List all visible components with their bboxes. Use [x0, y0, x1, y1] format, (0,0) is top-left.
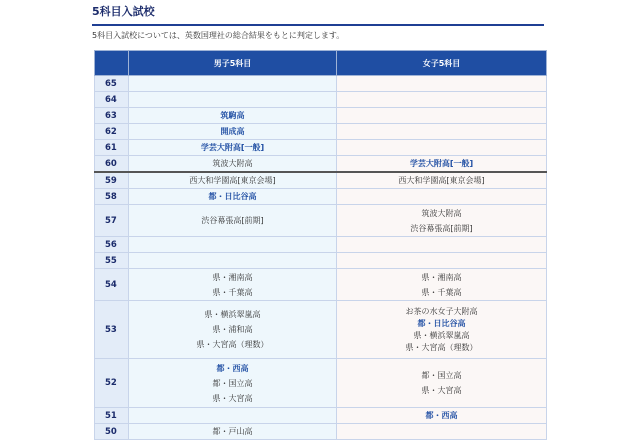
boys-school-cell [129, 76, 337, 92]
school-name: 県・千葉高 [421, 287, 462, 297]
table-header-row [95, 51, 547, 76]
school-link[interactable]: 都・西高 [425, 411, 458, 420]
girls-school-cell [337, 359, 547, 408]
girls-school-cell [337, 76, 547, 92]
table-row [95, 140, 547, 156]
table-row [95, 253, 547, 269]
school-link[interactable]: 学芸大附高[一般] [409, 159, 474, 168]
girls-school-cell [337, 140, 547, 156]
table-row [95, 124, 547, 140]
deviation-value: 60 [95, 156, 129, 173]
school-link[interactable]: 筑駒高 [220, 111, 245, 120]
school-link[interactable]: 開成高 [220, 127, 245, 136]
school-name: 県・横浜翠嵐高 [413, 330, 470, 340]
school-name: 西大和学園高[東京会場] [189, 176, 276, 185]
header-deviation [95, 51, 129, 76]
table-row [95, 108, 547, 124]
deviation-value: 65 [95, 76, 129, 92]
table-row [95, 359, 547, 408]
table-row [95, 408, 547, 424]
section-description: 5科目入試校については、英数国理社の総合結果をもとに判定します。 [92, 31, 345, 40]
header-boys: 男子5科目 [129, 51, 337, 76]
table-row [95, 92, 547, 108]
table-row [95, 301, 547, 359]
boys-school-cell [129, 92, 337, 108]
school-link[interactable]: 学芸大附高[一般] [200, 143, 265, 152]
deviation-value: 62 [95, 124, 129, 140]
boys-school-cell [129, 408, 337, 424]
deviation-value: 57 [95, 205, 129, 237]
school-name: 県・大宮高（理数） [196, 340, 269, 349]
school-name: 県・大宮高（理数） [405, 342, 478, 352]
school-name: 県・大宮高 [421, 386, 462, 395]
boys-school-cell [129, 124, 337, 140]
table-row [95, 76, 547, 92]
table-body [95, 76, 547, 440]
deviation-value: 61 [95, 140, 129, 156]
deviation-value: 51 [95, 408, 129, 424]
boys-school-cell [129, 301, 337, 359]
boys-school-cell [129, 140, 337, 156]
boys-school-cell [129, 269, 337, 301]
school-name: 筑波大附高 [421, 208, 462, 218]
boys-school-cell [129, 108, 337, 124]
girls-school-cell [337, 124, 547, 140]
school-name: 県・千葉高 [212, 287, 253, 297]
girls-school-cell [337, 301, 547, 359]
school-name: 西大和学園高[東京会場] [398, 176, 485, 185]
school-link[interactable]: 都・日比谷高 [417, 318, 466, 328]
girls-school-cell [337, 189, 547, 205]
school-name: 県・大宮高 [212, 393, 253, 403]
school-link[interactable]: 都・日比谷高 [208, 192, 257, 201]
school-link[interactable]: 都・西高 [216, 363, 249, 373]
school-name: 筑波大附高 [212, 159, 253, 168]
girls-school-cell [337, 237, 547, 253]
boys-school-cell [129, 205, 337, 237]
school-name: 渋谷幕張高[前期] [201, 216, 264, 225]
table-row [95, 172, 547, 189]
deviation-value: 55 [95, 253, 129, 269]
school-name: お茶の水女子大附高 [405, 306, 478, 316]
boys-school-cell [129, 253, 337, 269]
girls-school-cell [337, 253, 547, 269]
school-name: 県・湘南高 [212, 272, 253, 282]
girls-school-cell [337, 92, 547, 108]
school-name: 都・戸山高 [212, 427, 253, 436]
school-name: 渋谷幕張高[前期] [410, 223, 473, 233]
deviation-value: 52 [95, 359, 129, 408]
school-name: 県・湘南高 [421, 272, 462, 282]
deviation-value: 56 [95, 237, 129, 253]
girls-school-cell [337, 156, 547, 173]
table-row [95, 269, 547, 301]
girls-school-cell [337, 108, 547, 124]
deviation-value: 59 [95, 172, 129, 189]
school-name: 都・国立高 [212, 378, 253, 388]
boys-school-cell [129, 189, 337, 205]
table-row [95, 156, 547, 173]
girls-school-cell [337, 172, 547, 189]
girls-school-cell [337, 408, 547, 424]
boys-school-cell [129, 156, 337, 173]
deviation-value: 64 [95, 92, 129, 108]
girls-school-cell [337, 269, 547, 301]
deviation-value: 50 [95, 424, 129, 440]
header-girls: 女子5科目 [337, 51, 547, 76]
deviation-value: 54 [95, 269, 129, 301]
boys-school-cell [129, 359, 337, 408]
girls-school-cell [337, 205, 547, 237]
boys-school-cell [129, 172, 337, 189]
deviation-value: 63 [95, 108, 129, 124]
boys-school-cell [129, 237, 337, 253]
table-row [95, 237, 547, 253]
section-title: 5科目入試校 [92, 4, 544, 26]
deviation-value: 58 [95, 189, 129, 205]
deviation-value: 53 [95, 301, 129, 359]
table-row [95, 205, 547, 237]
school-name: 都・国立高 [421, 371, 462, 380]
school-name: 県・横浜翠嵐高 [204, 310, 261, 319]
table-row [95, 189, 547, 205]
school-name: 県・浦和高 [212, 325, 253, 334]
deviation-table [94, 50, 547, 440]
